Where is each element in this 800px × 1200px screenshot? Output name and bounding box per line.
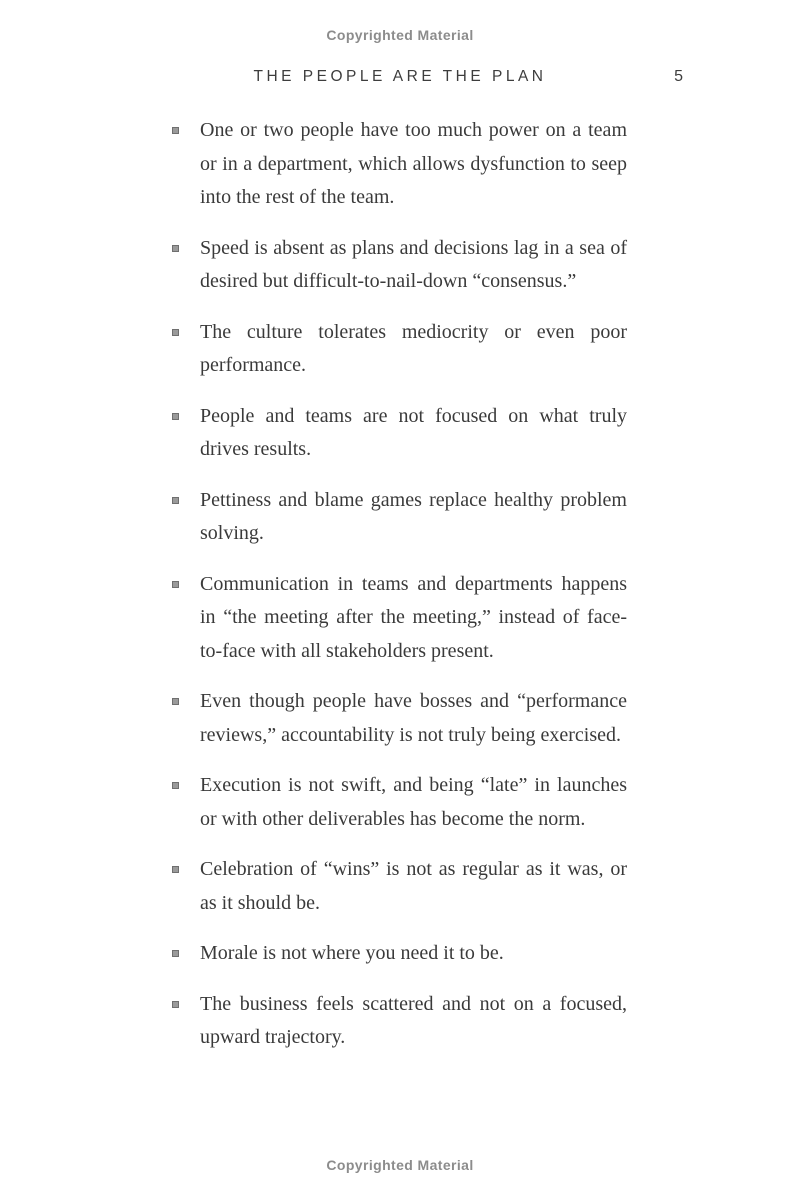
bullet-text: Communication in teams and departments happens in “the meeting after the meeting,” instead of face-to-face with all stakeholders present. — [200, 572, 627, 662]
list-item — [172, 316, 627, 383]
list-item — [172, 114, 627, 215]
bullet-text: Morale is not where you need it to be. — [200, 942, 504, 964]
square-bullet-icon — [172, 581, 179, 588]
square-bullet-icon — [172, 950, 179, 957]
running-header — [0, 68, 800, 90]
square-bullet-icon — [172, 127, 179, 134]
list-item — [172, 853, 627, 920]
square-bullet-icon — [172, 329, 179, 336]
list-item — [172, 769, 627, 836]
square-bullet-icon — [172, 782, 179, 789]
square-bullet-icon — [172, 497, 179, 504]
list-item — [172, 484, 627, 551]
bullet-text: Celebration of “wins” is not as regular as it was, or as it should be. — [200, 858, 627, 914]
bullet-text: Speed is absent as plans and decisions lag in a sea of desired but difficult-to-nail-down “consensus.” — [200, 236, 627, 292]
square-bullet-icon — [172, 1001, 179, 1008]
list-item — [172, 988, 627, 1055]
square-bullet-icon — [172, 245, 179, 252]
page-number: 5 — [674, 68, 683, 85]
bullet-text: Pettiness and blame games replace healthy problem solving. — [200, 488, 627, 544]
chapter-title: THE PEOPLE ARE THE PLAN — [253, 68, 547, 85]
list-item — [172, 568, 627, 669]
square-bullet-icon — [172, 866, 179, 873]
list-item — [172, 400, 627, 467]
bullet-text: Even though people have bosses and “performance reviews,” accountability is not truly being exercised. — [200, 690, 627, 746]
copyright-notice-bottom: Copyrighted Material — [326, 1157, 474, 1173]
list-item — [172, 232, 627, 299]
bullet-text: One or two people have too much power on a team or in a department, which allows dysfunction to seep into the rest of the team. — [200, 119, 627, 208]
square-bullet-icon — [172, 698, 179, 705]
bullet-text: People and teams are not focused on what truly drives results. — [200, 404, 627, 460]
bullet-text: The culture tolerates mediocrity or even poor performance. — [200, 320, 627, 376]
list-item — [172, 685, 627, 752]
bullet-text: Execution is not swift, and being “late” in launches or with other deliverables has become the norm. — [200, 774, 627, 830]
list-item — [172, 937, 627, 971]
bullet-text: The business feels scattered and not on a focused, upward trajectory. — [200, 992, 627, 1048]
square-bullet-icon — [172, 413, 179, 420]
bullet-list — [172, 114, 627, 1072]
copyright-notice-top: Copyrighted Material — [326, 27, 474, 43]
